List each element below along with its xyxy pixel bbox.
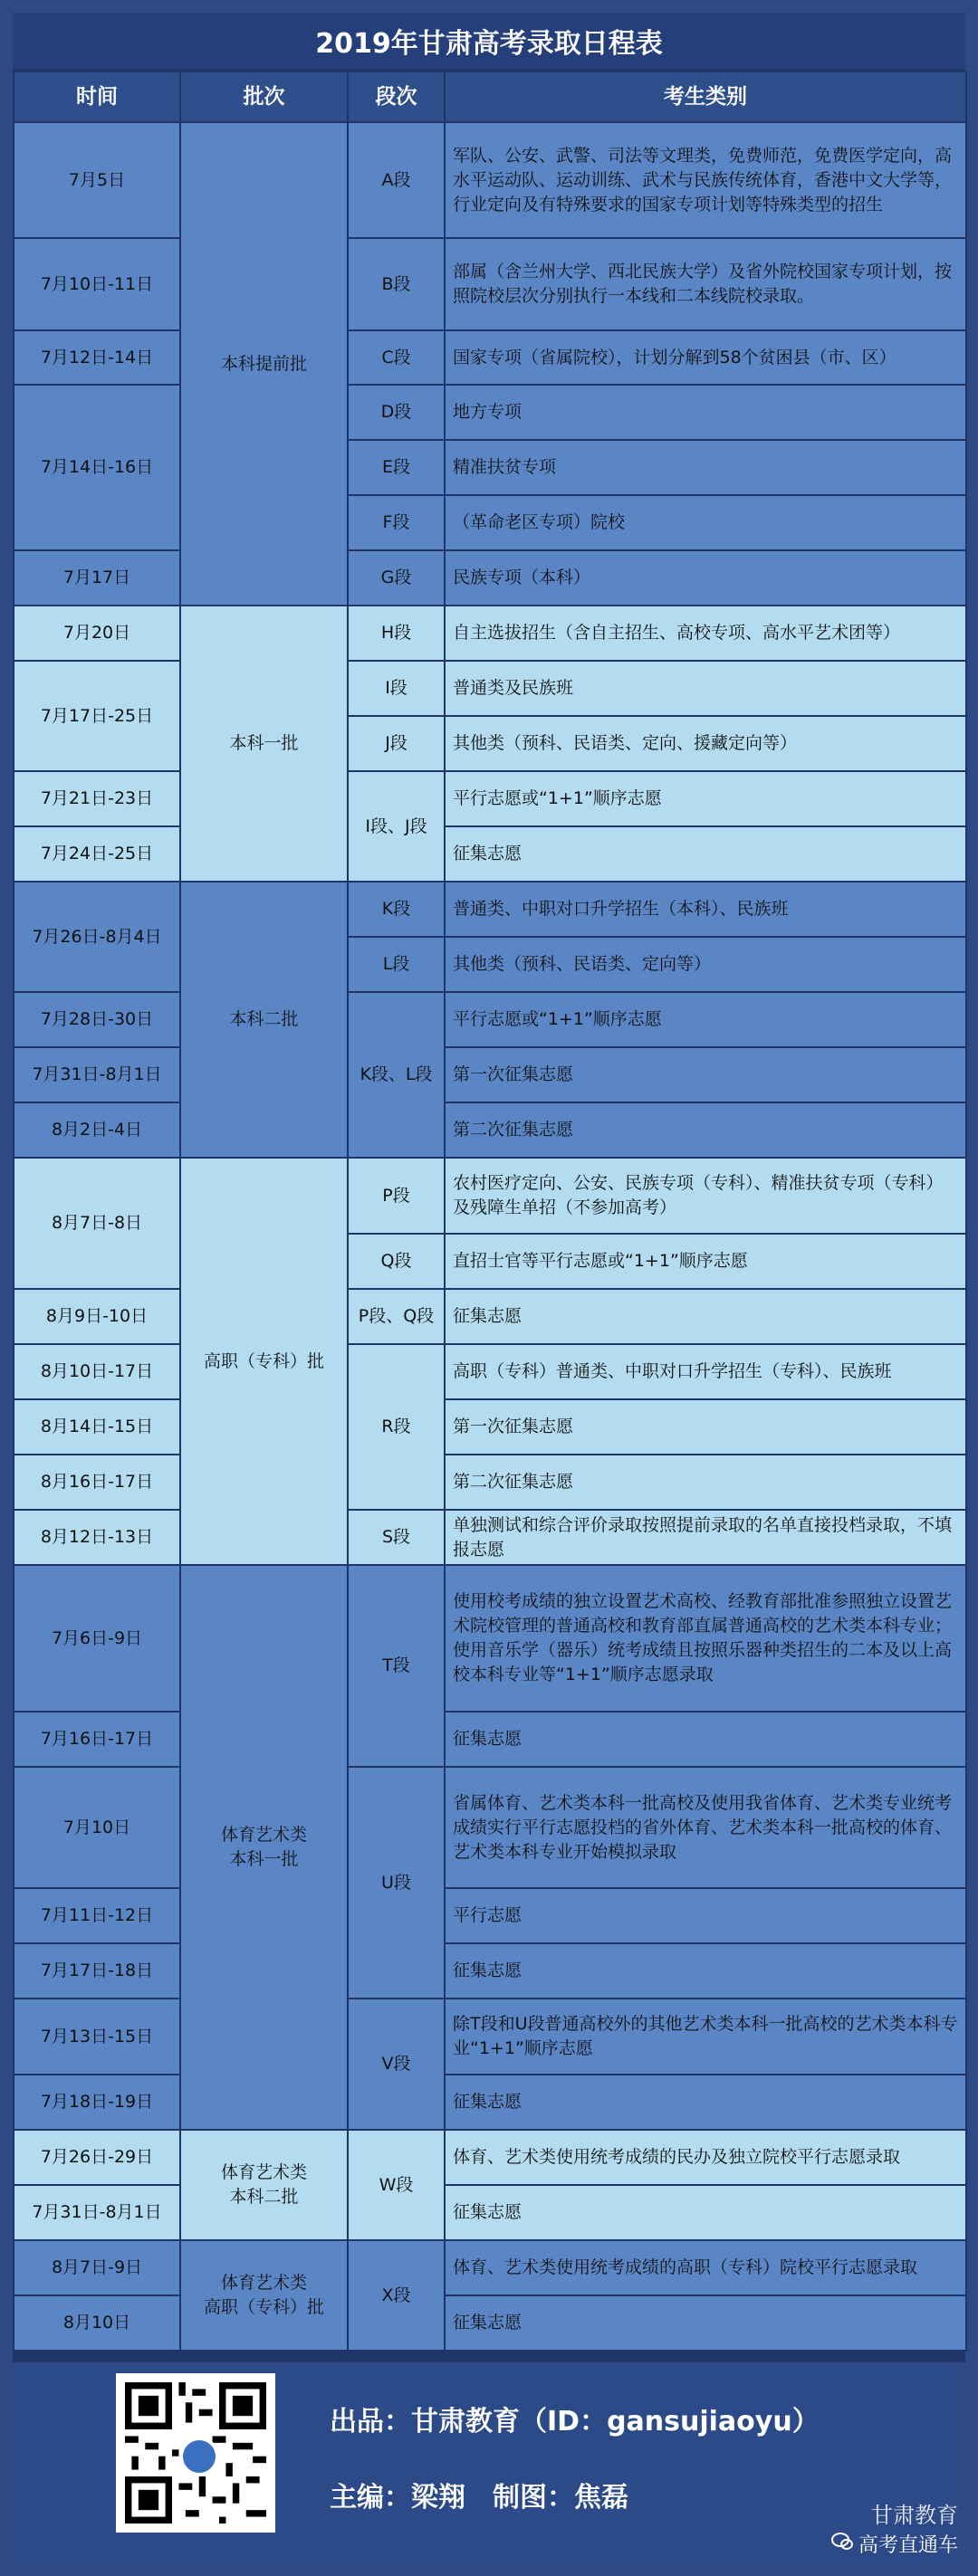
table-row (14, 2130, 966, 2185)
segment-cell: H段 (348, 606, 445, 661)
table-row (14, 2075, 966, 2130)
batch-cell (180, 2130, 348, 2240)
table-row (14, 1767, 966, 1888)
table-row (14, 661, 966, 716)
category-cell: 征集志愿 (445, 826, 966, 882)
time-cell: 7月31日-8月1日 (14, 2185, 180, 2240)
time-cell: 8月7日-9日 (14, 2240, 180, 2295)
watermark (831, 2530, 958, 2558)
editor-credit: 主编：梁翔 制图：焦磊 (330, 2482, 628, 2514)
category-cell: 征集志愿 (445, 1712, 966, 1767)
time-cell: 7月11日-12日 (14, 1888, 180, 1943)
time-cell: 7月18日-19日 (14, 2075, 180, 2130)
table-row (14, 1455, 966, 1510)
time-cell: 7月10日-11日 (14, 238, 180, 330)
time-cell: 7月6日-9日 (14, 1565, 180, 1712)
segment-cell: F段 (348, 495, 445, 550)
table-row (14, 1399, 966, 1455)
category-cell: 精准扶贫专项 (445, 440, 966, 495)
table-row (14, 1888, 966, 1943)
category-cell: 其他类（预科、民语类、定向、援藏定向等） (445, 716, 966, 771)
category-cell: 其他类（预科、民语类、定向等） (445, 937, 966, 992)
category-cell: 省属体育、艺术类本科一批高校及使用我省体育、艺术类专业统考成绩实行平行志愿投档的省外体育、艺术类本科一批高校的体育、艺术类本科专业开始模拟录取 (445, 1767, 966, 1888)
table-header-row (14, 72, 966, 122)
category-cell: 平行志愿 (445, 1888, 966, 1943)
batch-cell (180, 2240, 348, 2351)
category-cell: 平行志愿或“1+1”顺序志愿 (445, 992, 966, 1047)
table-row (14, 2185, 966, 2240)
category-cell: （革命老区专项）院校 (445, 495, 966, 550)
table-row (14, 1289, 966, 1344)
time-cell: 7月31日-8月1日 (14, 1047, 180, 1102)
time-cell: 8月12日-13日 (14, 1510, 180, 1565)
batch-line-2: 本科一批 (229, 1849, 299, 1869)
time-cell: 8月14日-15日 (14, 1399, 180, 1455)
segment-cell: V段 (348, 1999, 445, 2130)
qr-logo-icon (179, 2437, 219, 2476)
segment-cell: B段 (348, 238, 445, 330)
batch-cell: 本科二批 (180, 882, 348, 1158)
segment-cell: Q段 (348, 1234, 445, 1289)
time-cell: 8月10日-17日 (14, 1344, 180, 1399)
time-cell: 7月28日-30日 (14, 992, 180, 1047)
segment-cell: A段 (348, 122, 445, 238)
time-cell: 7月16日-17日 (14, 1712, 180, 1767)
segment-cell: R段 (348, 1344, 445, 1510)
table-row (14, 771, 966, 826)
qr-code (116, 2373, 275, 2533)
table-row (14, 826, 966, 882)
table-row (14, 330, 966, 385)
publisher-credit: 出品：甘肃教育（ID：gansujiaoyu） (330, 2406, 820, 2438)
batch-line-1: 体育艺术类 (220, 2162, 307, 2182)
time-cell: 7月12日-14日 (14, 330, 180, 385)
segment-cell: P段 (348, 1158, 445, 1234)
table-row (14, 1510, 966, 1565)
category-cell: 体育、艺术类使用统考成绩的高职（专科）院校平行志愿录取 (445, 2240, 966, 2295)
segment-cell: S段 (348, 1510, 445, 1565)
category-cell: 征集志愿 (445, 1943, 966, 1999)
category-cell: 征集志愿 (445, 1289, 966, 1344)
table-row (14, 2295, 966, 2351)
segment-cell: I段、J段 (348, 771, 445, 882)
category-cell: 国家专项（省属院校），计划分解到58个贫困县（市、区） (445, 330, 966, 385)
time-cell: 7月21日-23日 (14, 771, 180, 826)
segment-cell: E段 (348, 440, 445, 495)
time-cell: 8月16日-17日 (14, 1455, 180, 1510)
table-row (14, 1943, 966, 1999)
table-row (14, 882, 966, 937)
time-cell: 8月10日 (14, 2295, 180, 2351)
time-cell: 8月9日-10日 (14, 1289, 180, 1344)
category-cell: 使用校考成绩的独立设置艺术高校、经教育部批准参照独立设置艺术院校管理的普通高校和教育部直属普通高校的艺术类本科专业；使用音乐学（器乐）统考成绩且按照乐器种类招生的二本及以上高校本科专业等“1+1”顺序志愿录取 (445, 1565, 966, 1712)
batch-line-2: 高职（专科）批 (203, 2297, 324, 2317)
batch-cell: 本科一批 (180, 606, 348, 882)
category-cell: 农村医疗定向、公安、民族专项（专科）、精准扶贫专项（专科）及残障生单招（不参加高考） (445, 1158, 966, 1234)
category-cell: 单独测试和综合评价录取按照提前录取的名单直接投档录取，不填报志愿 (445, 1510, 966, 1565)
table-row (14, 992, 966, 1047)
table-row (14, 1047, 966, 1102)
table-row (14, 1712, 966, 1767)
segment-cell: W段 (348, 2130, 445, 2240)
time-cell: 7月20日 (14, 606, 180, 661)
category-cell: 征集志愿 (445, 2185, 966, 2240)
table-row (14, 385, 966, 440)
header-category: 考生类别 (445, 72, 966, 122)
category-cell: 普通类及民族班 (445, 661, 966, 716)
segment-cell: K段 (348, 882, 445, 937)
table-row (14, 122, 966, 238)
category-cell: 部属（含兰州大学、西北民族大学）及省外院校国家专项计划，按照院校层次分别执行一本线和二本线院校录取。 (445, 238, 966, 330)
table-row (14, 1158, 966, 1234)
category-cell: 征集志愿 (445, 2075, 966, 2130)
batch-line-1: 体育艺术类 (220, 2273, 307, 2293)
header-segment: 段次 (348, 72, 445, 122)
table-row (14, 2240, 966, 2295)
time-cell: 7月26日-29日 (14, 2130, 180, 2185)
time-cell: 7月10日 (14, 1767, 180, 1888)
schedule-table (13, 71, 967, 2352)
table-row (14, 550, 966, 606)
segment-cell: P段、Q段 (348, 1289, 445, 1344)
page-title: 2019年甘肃高考录取日程表 (13, 13, 965, 69)
table-row (14, 1102, 966, 1158)
segment-cell: C段 (348, 330, 445, 385)
watermark-label: 甘肃教育 (871, 2503, 958, 2528)
category-cell: 直招士官等平行志愿或“1+1”顺序志愿 (445, 1234, 966, 1289)
category-cell: 军队、公安、武警、司法等文理类，免费师范，免费医学定向，高水平运动队、运动训练、武术与民族传统体育，香港中文大学等，行业定向及有特殊要求的国家专项计划等特殊类型的招生 (445, 122, 966, 238)
category-cell: 征集志愿 (445, 2295, 966, 2351)
category-cell: 平行志愿或“1+1”顺序志愿 (445, 771, 966, 826)
category-cell: 高职（专科）普通类、中职对口升学招生（专科）、民族班 (445, 1344, 966, 1399)
segment-cell: T段 (348, 1565, 445, 1767)
category-cell: 第二次征集志愿 (445, 1102, 966, 1158)
table-row (14, 1344, 966, 1399)
category-cell: 除T段和U段普通高校外的其他艺术类本科一批高校的艺术类本科专业“1+1”顺序志愿 (445, 1999, 966, 2075)
category-cell: 体育、艺术类使用统考成绩的民办及独立院校平行志愿录取 (445, 2130, 966, 2185)
time-cell: 7月14日-16日 (14, 385, 180, 550)
category-cell: 民族专项（本科） (445, 550, 966, 606)
batch-cell: 高职（专科）批 (180, 1158, 348, 1565)
header-batch: 批次 (180, 72, 348, 122)
time-cell: 7月13日-15日 (14, 1999, 180, 2075)
table-row (14, 1999, 966, 2075)
batch-line-1: 体育艺术类 (220, 1825, 307, 1845)
time-cell: 7月26日-8月4日 (14, 882, 180, 992)
table-row (14, 238, 966, 330)
segment-cell: I段 (348, 661, 445, 716)
segment-cell: L段 (348, 937, 445, 992)
time-cell: 7月17日-25日 (14, 661, 180, 771)
table-row (14, 1565, 966, 1712)
header-time: 时间 (14, 72, 180, 122)
category-cell: 第一次征集志愿 (445, 1047, 966, 1102)
chat-bubble-icon (831, 2532, 853, 2557)
category-cell: 第一次征集志愿 (445, 1399, 966, 1455)
segment-cell: J段 (348, 716, 445, 771)
category-cell: 普通类、中职对口升学招生（本科）、民族班 (445, 882, 966, 937)
segment-cell: U段 (348, 1767, 445, 1999)
batch-cell: 本科提前批 (180, 122, 348, 606)
segment-cell: K段、L段 (348, 992, 445, 1158)
category-cell: 第二次征集志愿 (445, 1455, 966, 1510)
segment-cell: D段 (348, 385, 445, 440)
category-cell: 自主选拔招生（含自主招生、高校专项、高水平艺术团等） (445, 606, 966, 661)
segment-cell: G段 (348, 550, 445, 606)
category-cell: 地方专项 (445, 385, 966, 440)
time-cell: 8月2日-4日 (14, 1102, 180, 1158)
batch-cell (180, 1565, 348, 2130)
time-cell: 7月17日-18日 (14, 1943, 180, 1999)
time-cell: 7月17日 (14, 550, 180, 606)
time-cell: 7月5日 (14, 122, 180, 238)
watermark-text: 高考直通车 (858, 2534, 958, 2557)
time-cell: 8月7日-8日 (14, 1158, 180, 1289)
segment-cell: X段 (348, 2240, 445, 2351)
time-cell: 7月24日-25日 (14, 826, 180, 882)
table-row (14, 606, 966, 661)
batch-line-2: 本科二批 (229, 2187, 299, 2207)
